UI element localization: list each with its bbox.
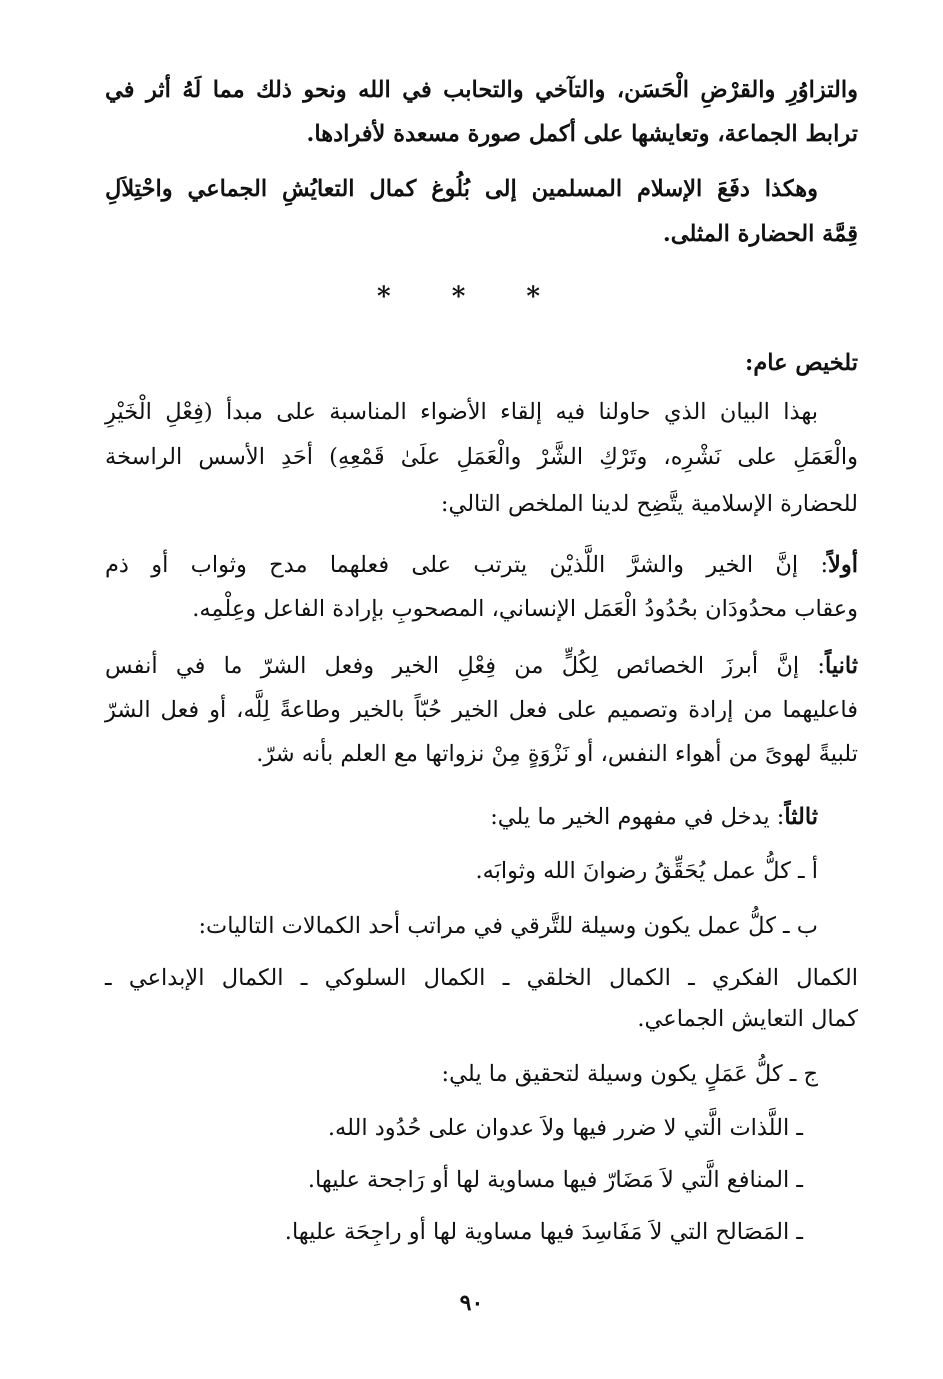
point-label: أولاً [828, 552, 858, 578]
paragraph-line: للحضارة الإسلامية يتَّضِح لدينا الملخص التالي: [440, 491, 858, 517]
paragraph-line [105, 646, 858, 686]
sub-list-item: ـ اللَّذات الَّتي لا ضرر فيها ولاَ عدوان على حُدُود الله. [327, 1115, 803, 1141]
point-label: ثالثاً [784, 804, 818, 830]
paragraph-line: تلبيةً لهوىً من أهواء النفس، أو نَزْوَةٍ مِنْ نزواتها مع العلم بأنه شرّ. [256, 741, 858, 767]
paragraph-line: وهكذا دفَعَ الإسلام المسلمين إلى بُلُوغ كمال التعايُشِ الجماعي واحْتِلاَلِ [105, 176, 818, 202]
paragraph-line [105, 797, 818, 837]
point-label: ثانياً [824, 653, 858, 679]
paragraph-line: والْعَمَلِ على نَشْرِه، وتَرْكِ الشَّرْ والْعَمَلِ علَىٰ قَمْعِهِ) أحَدِ الأسس الراسخة [105, 444, 858, 470]
list-item: ج ـ كلُّ عَمَلٍ يكون وسيلة لتحقيق ما يلي: [441, 1061, 818, 1087]
paragraph-line: ترابط الجماعة، وتعايشها على أكمل صورة مسعدة لأفرادها. [306, 121, 858, 147]
section-separator: * * * [377, 282, 566, 312]
paragraph-line [105, 545, 858, 585]
point-text: : يدخل في مفهوم الخير ما يلي: [490, 804, 785, 830]
paragraph-line: والتزاوُرِ والقرْضِ الْحَسَن، والتآخي والتحابب في الله ونحو ذلك مما لَهُ أثر في [105, 77, 858, 103]
list-item-continuation: كمال التعايش الجماعي. [637, 1006, 858, 1032]
section-heading: تلخيص عام: [745, 350, 858, 376]
paragraph-line: قِمَّة الحضارة المثلى. [662, 221, 858, 247]
list-item-continuation: الكمال الفكري ـ الكمال الخلقي ـ الكمال السلوكي ـ الكمال الإبداعي ـ [105, 965, 858, 991]
page-number: ٩٠ [459, 1290, 484, 1316]
sub-list-item: ـ المنافع الَّتي لاَ مَضَارّ فيها مساوية لها أو رَاجحة عليها. [307, 1167, 803, 1193]
list-item: أ ـ كلُّ عمل يُحَقِّقُ رضوانَ الله وثوابَه. [475, 858, 818, 884]
paragraph-line: بهذا البيان الذي حاولنا فيه إلقاء الأضواء المناسبة على مبدأ (فِعْلِ الْخَيْرِ [105, 399, 818, 425]
point-text: : إنَّ الخير والشرَّ اللَّذيْن يترتب على فعلهما مدح وثواب أو ذم [105, 552, 829, 578]
list-item: ب ـ كلُّ عمل يكون وسيلة للتَّرقي في مراتب أحد الكمالات التاليات: [198, 913, 818, 939]
point-text: : إنَّ أبرزَ الخصائص لِكُلٍّ من فِعْلِ الخير وفعل الشرّ ما في أنفس [105, 653, 825, 679]
paragraph-line: وعقاب محدُودَان بحُدُودُ الْعَمَل الإنساني، المصحوبِ بإرادة الفاعل وعِلْمِه. [192, 596, 858, 622]
paragraph-line: فاعليهما من إرادة وتصميم على فعل الخير حُبّاً بالخير وطاعةً لِلَّه، أو فعل الشرّ [105, 697, 858, 723]
sub-list-item: ـ المَصَالح التي لاَ مَفَاسِدَ فيها مساوية لها أو راجِحَة عليها. [284, 1219, 803, 1245]
